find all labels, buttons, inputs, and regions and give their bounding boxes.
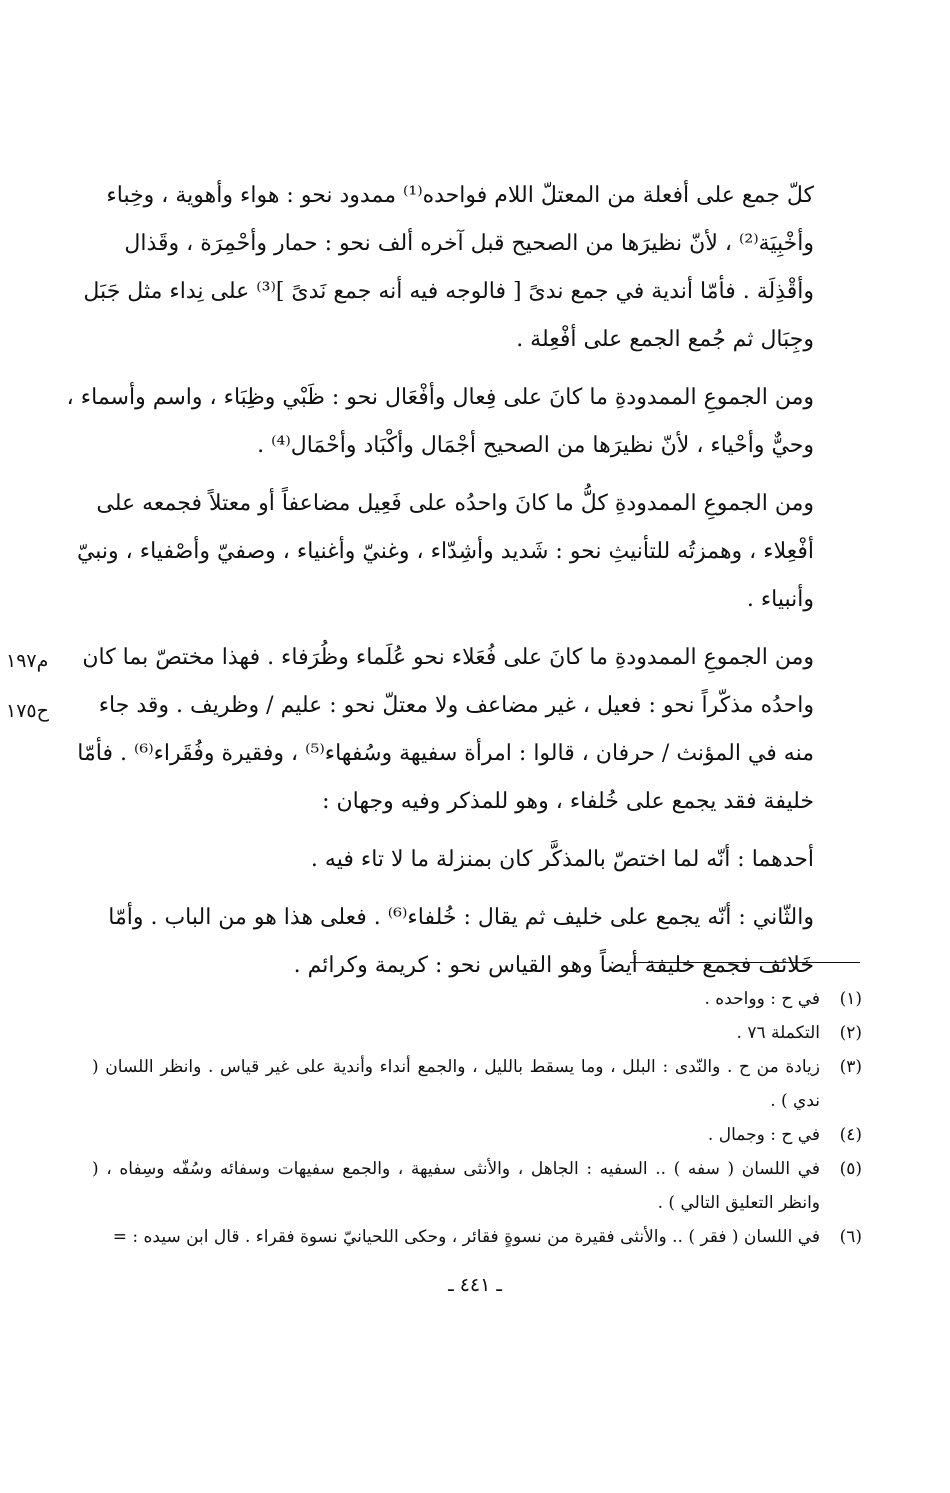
footnote-divider <box>630 962 860 963</box>
text-line: أحدهما : أنّه لما اختصّ بالمذكَّر كان بمنزلة ما لا تاء فيه . <box>310 847 814 872</box>
text-line: خَلائف فجمع خليفة أيضاً وهو القياس نحو : كريمة وكرائم . <box>293 953 814 978</box>
margin-note-h175: ح١٧٥ <box>6 700 49 722</box>
paragraph-5 <box>127 836 862 884</box>
footnote <box>92 1118 862 1152</box>
footnote-number: (٦) <box>839 1227 862 1247</box>
footnote-number: (٥) <box>839 1159 862 1179</box>
text-line: ومن الجموعِ الممدودةِ ما كانَ على فُعَلاء نحو عُلَماء وظُرَفاء . فهذا مختصّ بما كان <box>82 645 814 670</box>
footnote-text: في ح : وجمال . <box>707 1125 820 1145</box>
text-line: أفْعِلاء ، وهمزتُه للتأنيثِ نحو : شَديد وأشِدّاء ، وغنيّ وأغنياء ، وصفيّ وأصْفياء ، ونبيّ <box>76 539 814 564</box>
footnote-number: (٤) <box>839 1125 862 1145</box>
text-line: كلّ جمع على أفعلة من المعتلّ اللام فواحده⁽¹⁾ ممدود نحو : هواء وأهوية ، وخِباء <box>106 183 814 208</box>
footnote <box>92 1016 862 1050</box>
paragraph-6 <box>108 894 862 990</box>
footnote-text: في اللسان ( سفه ) .. السفيه : الجاهل ، والأنثى سفيهة ، والجمع سفيهات وسفائه وسُفّه وسِفاه ، ( وانظر التعليق التالي ) . <box>92 1159 820 1213</box>
text-line: وأخْبِيَة⁽²⁾ ، لأنّ نظيرَها من الصحيح قبل آخره ألف نحو : حمار وأحْمِرَة ، وقَذال <box>124 231 814 256</box>
text-line: وأقْذِلَة . فأمّا أندية في جمع ندىً [ فالوجه فيه أنه جمع نَدىً ]⁽³⁾ على نِداء مثل جَبَل <box>83 279 814 304</box>
footnote <box>92 1050 862 1118</box>
text-line: منه في المؤنث / حرفان ، قالوا : امرأة سفيهة وسُفهاء⁽⁵⁾ ، وفقيرة وفُقَراء⁽⁶⁾ . فأمّا <box>77 741 814 766</box>
text-line: ومن الجموعِ الممدودةِ كلُّ ما كانَ واحدُه على فَعِيل مضاعفاً أو معتلاً فجمعه على <box>96 491 814 516</box>
paragraph-3 <box>76 480 862 624</box>
text-line: واحدُه مذكّراً نحو : فعيل ، غير مضاعف ولا معتلّ نحو : عليم / وظريف . وقد جاء <box>98 693 814 718</box>
footnote-number: (٣) <box>839 1057 862 1077</box>
main-text <box>66 172 862 1000</box>
footnote-number: (١) <box>839 989 862 1009</box>
footnote-text: التكملة ٧٦ . <box>736 1023 820 1043</box>
text-line: والثّاني : أنّه يجمع على خليف ثم يقال : خُلفاء⁽⁶⁾ . فعلى هذا هو من الباب . وأمّا <box>108 905 814 930</box>
margin-note-m197: م١٩٧ <box>6 650 49 672</box>
footnote <box>92 1152 862 1220</box>
footnotes <box>92 982 862 1254</box>
paragraph-4 <box>77 634 862 826</box>
text-line: وأنبياء . <box>746 587 814 612</box>
page-number: ـ ٤٤١ ـ <box>448 1274 502 1296</box>
footnote-text: زيادة من ح . والنّدى : البلل ، وما يسقط بالليل ، والجمع أنداء وأندية على غير قياس . وانظر اللسان ( ندي ) . <box>92 1057 820 1111</box>
footnote-text: في ح : وواحده . <box>704 989 820 1009</box>
text-line: ومن الجموعِ الممدودةِ ما كانَ على فِعال وأفْعَال نحو : ظَبْي وظِبَاء ، واسم وأسماء ، <box>66 385 814 410</box>
text-line: وجِبَال ثم جُمع الجمع على أفْعِلة . <box>516 327 814 352</box>
footnote-number: (٢) <box>839 1023 862 1043</box>
paragraph-2 <box>66 374 862 470</box>
text-line: خليفة فقد يجمع على خُلفاء ، وهو للمذكر وفيه وجهان : <box>322 789 814 814</box>
footnote <box>92 982 862 1016</box>
footnote-text: في اللسان ( فقر ) .. والأنثى فقيرة من نسوةٍ فقائر ، وحكى اللحيانيّ نسوة فقراء . قال ابن سيده : = <box>112 1227 820 1247</box>
text-line: وحيٌّ وأحْياء ، لأنّ نظيرَها من الصحيح أجْمَال وأكْبَاد وأحْمَال⁽⁴⁾ . <box>257 433 814 458</box>
paragraph-1 <box>83 172 862 364</box>
footnote <box>92 1220 862 1254</box>
